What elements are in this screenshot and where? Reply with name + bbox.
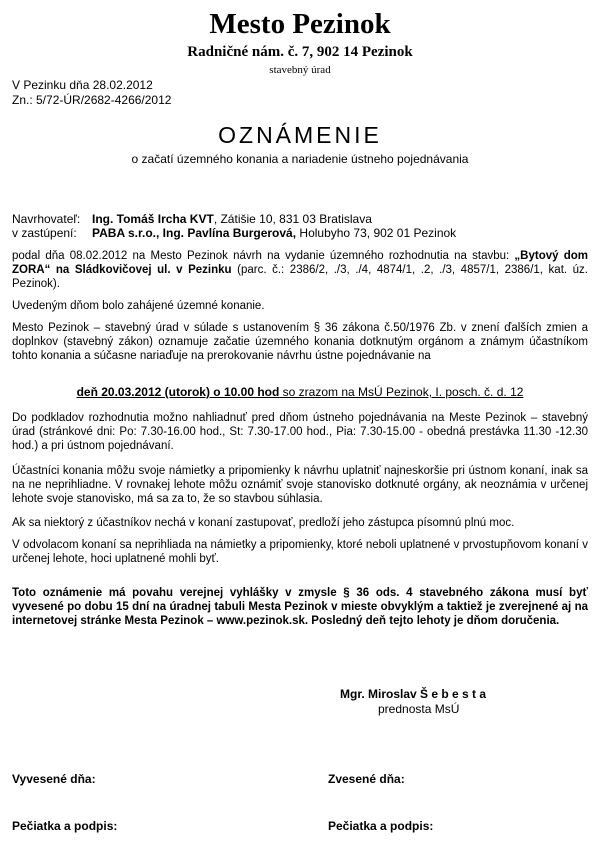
parcel-text: (parc. č.: 2386/2, ./3, ./4, 4874/1, .2, ./3, 4857/1, 2386/1, kat. úz. Pezinok).: [12, 264, 588, 290]
signatory-role: prednosta MsÚ: [378, 702, 460, 716]
paragraph-application: [12, 249, 588, 291]
paragraph-objections: Účastníci konania môžu svoje námietky a pripomienky k návrhu uplatniť najneskoršie pri ústnom konaní, inak sa na ne neprihliadne. V rovnakej lehote môžu oznámiť svoje stanovisko dotknuté orgány, ak neoznámia v určenej lehote svoje stanovisko, má sa za to, že so stavbou súhlasia.: [12, 465, 588, 505]
application-text: podal dňa 08.02.2012 na Mesto Pezinok návrh na vydanie územného rozhodnutia na stavbu:: [12, 250, 515, 262]
applicant-line: [92, 212, 372, 226]
stamp-signature-right: Pečiatka a podpis:: [328, 819, 434, 833]
posted-date-label: Vyvesené dňa:: [12, 772, 96, 786]
representative-line: [92, 226, 456, 240]
applicant-name: Ing. Tomáš Ircha KVT: [92, 212, 214, 226]
hearing-date: deň 20.03.2012 (utorok) o 10.00 hod: [76, 385, 280, 399]
applicant-label: Navrhovateľ:: [12, 212, 81, 226]
representative-address: Holubyho 73, 902 01 Pezinok: [296, 226, 457, 240]
signatory-name: Mgr. Miroslav Š e b e s t a: [340, 687, 487, 701]
paragraph-representation: Ak sa niektorý z účastníkov nechá v konaní zastupovať, predloží jeho zástupca písomnú plnú moc.: [12, 517, 515, 529]
document-subtitle: o začatí územného konania a nariadenie ústneho pojednávania: [131, 152, 469, 166]
removed-date-label: Zvesené dňa:: [328, 772, 405, 786]
document-title: OZNÁMENIE: [218, 122, 382, 148]
hearing-location: so zrazom na MsÚ Pezinok, I. posch. č. d. 12: [279, 385, 524, 399]
paragraph-documents: Do podkladov rozhodnutia možno nahliadnuť pred dňom ústneho pojednávania na Meste Pezinok – stavebný úrad (stránkové dni: Po: 7.30-16.00 hod., St: 7.30-17.00 hod., Pia: 7.30-15.00 - obedná prestávka 11.30 -12.30 hod.) a pri ústnom pojednávaní.: [12, 412, 588, 452]
city-title: Mesto Pezinok: [209, 8, 391, 40]
building-name: „Bytový dom ZORA“ na Sládkovičovej ul. v Pezinku: [12, 250, 588, 276]
representative-name: PABA s.r.o., Ing. Pavlína Burgerová,: [92, 226, 297, 240]
place-date: V Pezinku dňa 28.02.2012: [12, 78, 153, 92]
paragraph-notice: Mesto Pezinok – stavebný úrad v súlade s ustanovením § 36 zákona č.50/1976 Zb. v znení ďalších zmien a doplnkov (stavebný zákon) oznamuje začatie územného konania dotknutým orgánom a známym účastníkom tohto konania a súčasne nariaďuje na prerokovanie návrhu ústne pojednávanie na: [12, 322, 588, 362]
paragraph-started: Uvedeným dňom bolo zahájené územné konanie.: [12, 300, 265, 312]
paragraph-public-notice: Toto oznámenie má povahu verejnej vyhlášky v zmysle § 36 ods. 4 stavebného zákona musí byť vyvesené po dobu 15 dní na úradnej tabuli Mesta Pezinok v mieste obvyklým a taktiež je zverejnené aj na internetovej stránke Mesta Pezinok – www.pezinok.sk. Posledný deň tejto lehoty je dňom doručenia.: [12, 587, 588, 627]
office-name: stavebný úrad: [269, 64, 331, 76]
stamp-signature-left: Pečiatka a podpis:: [12, 819, 118, 833]
office-address: Radničné nám. č. 7, 902 14 Pezinok: [187, 44, 413, 60]
representative-label: v zastúpení:: [12, 226, 77, 240]
applicant-address: , Zátišie 10, 831 03 Bratislava: [213, 212, 372, 226]
hearing-date-line: [0, 385, 600, 399]
file-number: Zn.: 5/72-ÚR/2682-4266/2012: [12, 93, 172, 107]
paragraph-appeal: V odvolacom konaní sa neprihliada na námietky a pripomienky, ktoré neboli uplatnené v prvostupňovom konaní v určenej lehote, hoci uplatnené mohli byť.: [12, 539, 588, 565]
